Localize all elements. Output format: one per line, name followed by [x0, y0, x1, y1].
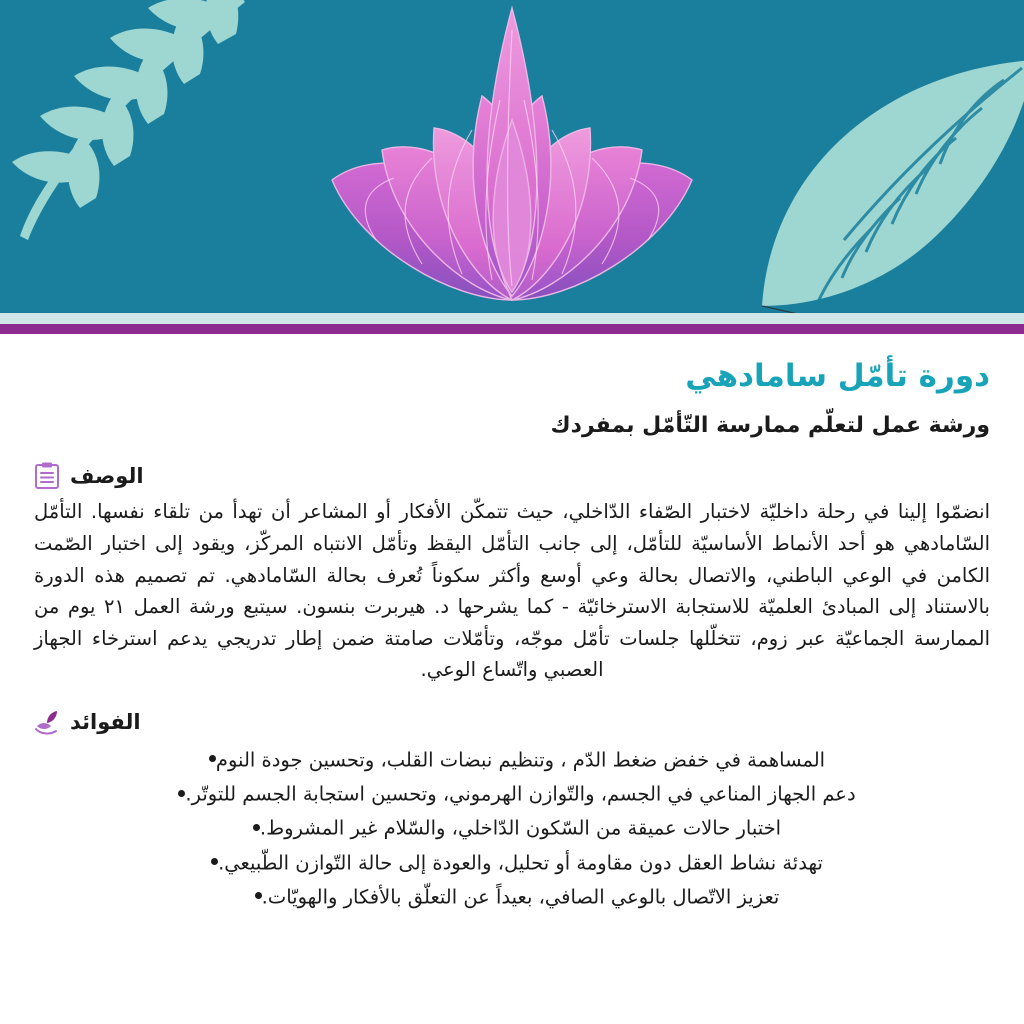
benefits-list	[34, 744, 990, 913]
list-item	[34, 847, 990, 879]
poster-content	[0, 313, 1024, 925]
benefit-text: تهدئة نشاط العقل دون مقاومة أو تحليل، والعودة إلى حالة التّوازن الطّبيعي.	[218, 851, 823, 875]
list-item	[34, 881, 990, 913]
benefits-section-header	[34, 708, 990, 736]
benefits-heading: الفوائد	[70, 709, 141, 734]
description-heading: الوصف	[70, 464, 144, 489]
list-item	[34, 744, 990, 776]
benefit-text: اختبار حالات عميقة من السّكون الدّاخلي، والسّلام غير المشروط.	[259, 817, 782, 841]
list-item	[34, 812, 990, 844]
clipboard-notes-icon	[34, 462, 60, 490]
branch-leaves-icon	[0, 0, 290, 250]
benefit-text: دعم الجهاز المناعي في الجسم، والتّوازن الهرموني، وتحسين استجابة الجسم للتوتّر.	[185, 782, 856, 806]
page-title: دورة تأمّل سامادهي	[685, 358, 990, 394]
benefit-text: المساهمة في خفض ضغط الدّم ، وتنظيم نبضات القلب، وتحسين جودة النوم	[215, 748, 826, 772]
benefit-text: تعزيز الاتّصال بالوعي الصافي، بعيداً عن التعلّق بالأفكار والهويّات.	[261, 885, 780, 909]
bullet-icon	[209, 755, 216, 762]
description-text: انضمّوا إلينا في رحلة داخليّة لاختبار الصّفاء الدّاخلي، حيث تتمكّن الأفكار أو المشاعر أن تهدأ من تلقاء نفسها. التأمّل السّامادهي هو أحد الأنماط الأساسيّة للتأمّل، إلى جانب التأمّل اليقظ وتأمّل الانتباه المركّز، ويقود إلى اختبار الصّمت الكامن في الوعي الباطني، والاتصال بحالة وعي أوسع وأكثر سكوناً تُعرف بحالة السّامادهي. تم تصميم هذه الدورة بالاستناد إلى المبادئ العلميّة للاستجابة الاسترخائيّة - كما يشرحها د. هيربرت بنسون. سيتبع ورشة العمل ٢١ يوم من الممارسة الجماعيّة عبر زوم، تتخلّلها جلسات تأمّل موجّه، وتأمّلات صامتة ضمن إطار تدريجي يدعم استرخاء الجهاز العصبي واتّساع الوعي.	[34, 500, 990, 682]
lotus-flower-illustration	[302, 0, 722, 313]
monstera-leaf-icon	[704, 60, 1024, 313]
page-subtitle: ورشة عمل لتعلّم ممارسة التّأمّل بمفردك	[550, 412, 990, 438]
description-section-header	[34, 462, 990, 490]
hand-plant-icon	[34, 708, 60, 736]
list-item	[34, 778, 990, 810]
hero-banner	[0, 0, 1024, 313]
bullet-icon	[253, 824, 260, 831]
bullet-icon	[255, 892, 262, 899]
